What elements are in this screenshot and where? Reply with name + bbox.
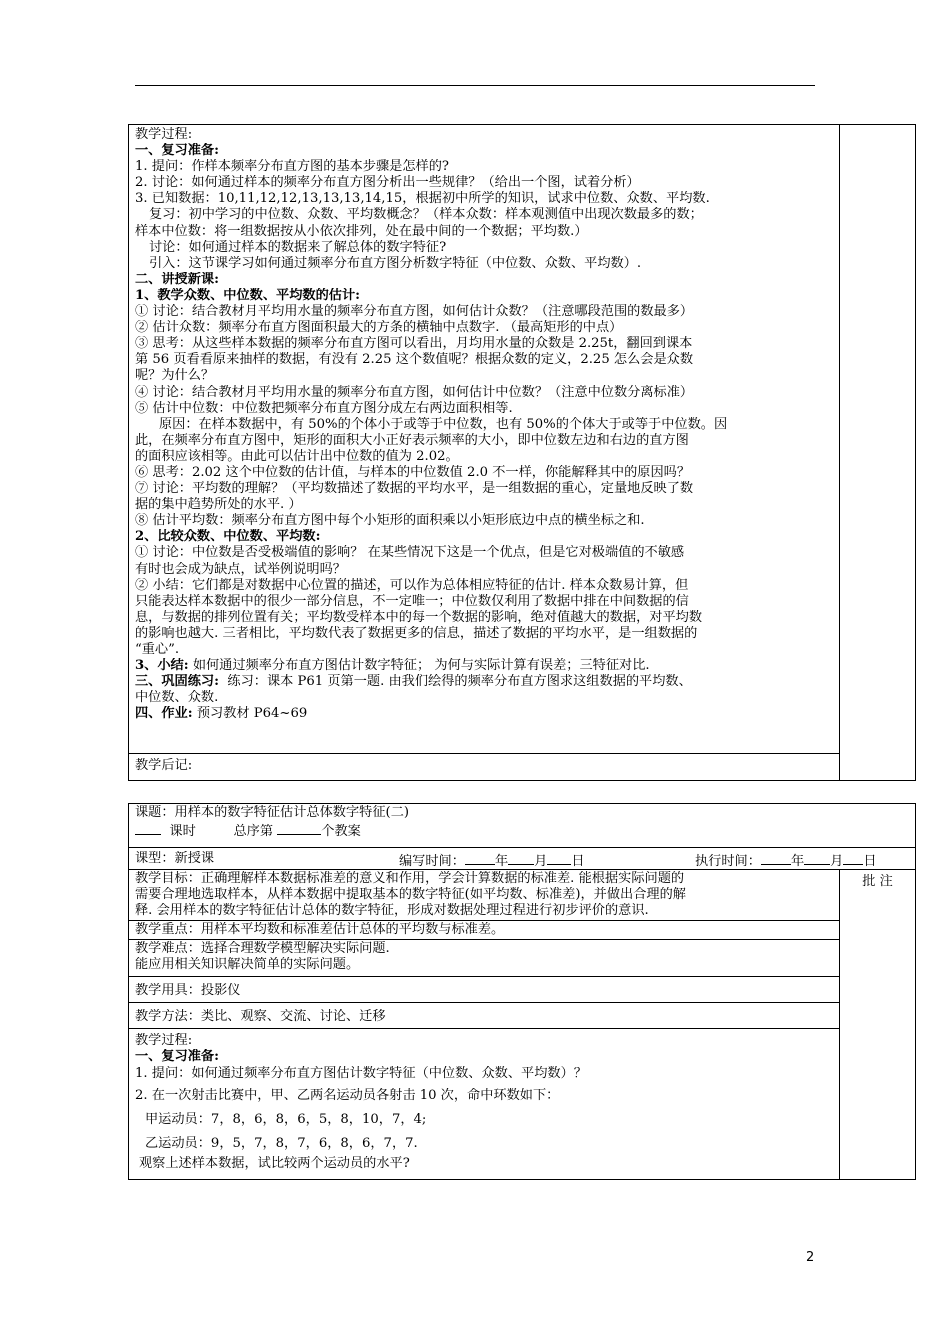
point-3a: ③ 思考：从这些样本数据的频率分布直方图可以看出，月均用水量的众数是 2.25t，翻回到课本 [135, 336, 693, 352]
compare-2c: 息，与数据的排列位置有关；平均数受样本中的每一个数据的影响，绝对值越大的数据，对平均数 [135, 609, 703, 625]
afterword-cell [129, 754, 840, 781]
goal-line-1: 教学目标：正确理解样本数据标准差的意义和作用，学会计算数据的标准差. 能根据实际问题的 [135, 871, 685, 886]
write-day-label: 日 [571, 854, 585, 868]
tools-cell [129, 977, 840, 1003]
practice-line [135, 674, 833, 690]
exec-year-label: 年 [790, 854, 805, 868]
shooter-b-scores: 乙运动员：9，5，7，8，7，6，8，6，7，7. [145, 1135, 418, 1151]
compare-2e: “重心”. [135, 642, 180, 657]
exec-time [695, 851, 877, 868]
goal-line-3: 释. 会用样本的数字特征估计总体的数字特征，形成对数据处理过程进行初步评价的意识. [135, 903, 649, 919]
tools-line: 教学用具：投影仪 [135, 983, 241, 999]
homework-line [135, 706, 833, 722]
write-month-label: 月 [534, 854, 548, 868]
lesson-plan-table [128, 803, 916, 1180]
write-year-blank [465, 851, 495, 865]
difficulty-cell [129, 940, 840, 977]
compare-1b: 有时也会成为缺点，试举例说明吗？ [135, 561, 346, 577]
methods-line: 教学方法：类比、观察、交流、讨论、迁移 [135, 1009, 386, 1025]
review-line-6: 讨论：如何通过样本的数据来了解总体的数字特征? [149, 239, 447, 255]
annotation-label: 批 注 [862, 874, 893, 889]
point-7a: ⑦ 讨论：平均数的理解？（平均数描述了数据的平均水平，是一组数据的重心，定量地反映了数 [135, 481, 694, 497]
type-label: 课型：新授课 [135, 851, 215, 866]
topic-title: 课题：用样本的数字特征估计总体数字特征(二) [135, 805, 410, 820]
subsection-1-title: 1、教学众数、中位数、平均数的估计: [135, 287, 361, 303]
new-lesson-title: 二、讲授新课: [135, 271, 219, 287]
exec-day-label: 日 [863, 854, 877, 868]
period-blank [135, 821, 161, 835]
process-header: 教学过程: [135, 127, 193, 142]
type-cell [129, 848, 916, 870]
review-line-4: 复习：初中学习的中位数、众数、平均数概念？（样本众数：样本观测值中出现次数最多的数； [149, 207, 703, 223]
exec-time-label: 执行时间： [695, 854, 761, 868]
header-rule [135, 85, 815, 86]
point-5c: 的面积应该相等。由此可以估计出中位数的值为 2.02。 [135, 448, 459, 464]
point-5: ⑤ 估计中位数：中位数把频率分布直方图分成左右两边面积相等. [135, 400, 513, 416]
compare-prompt: 观察上述样本数据，试比较两个运动员的水平? [139, 1155, 410, 1171]
period-label: 课时 [169, 824, 196, 840]
point-1: ① 讨论：结合教材月平均用水量的频率分布直方图，如何估计众数？（注意哪段范围的数最多） [135, 304, 694, 320]
write-time [399, 851, 585, 868]
topic-cell [129, 804, 916, 848]
total-blank [277, 821, 321, 835]
practice-text: 练习：课本 P61 页第一题. 由我们绘得的频率分布直方图求这组数据的平均数、 [227, 674, 692, 690]
goal-cell [129, 870, 840, 921]
review-title-2: 一、复习准备: [135, 1049, 219, 1065]
exec-day-blank [843, 851, 863, 865]
process-header-2: 教学过程: [135, 1033, 193, 1049]
subsection-2-title: 2、比较众数、中位数、平均数: [135, 529, 321, 545]
review-line-7: 引入：这节课学习如何通过频率分布直方图分析数字特征（中位数、众数、平均数）. [149, 255, 642, 271]
notes-column [840, 125, 916, 781]
write-day-blank [547, 851, 571, 865]
point-6: ⑥ 思考：2.02 这个中位数的估计值，与样本的中位数值 2.0 不一样，你能解释其中的原因吗？ [135, 464, 691, 480]
point-2: ② 估计众数：频率分布直方图面积最大的方条的横轴中点数字. （最高矩形的中点） [135, 320, 623, 336]
key-point-cell [129, 921, 840, 940]
review-line-1: 1. 提问：作样本频率分布直方图的基本步骤是怎样的? [135, 159, 449, 175]
review2-line-1: 1. 提问：如何通过频率分布直方图估计数字特征（中位数、众数、平均数）？ [135, 1065, 587, 1081]
process-cell [129, 125, 840, 754]
annotation-column [840, 870, 916, 1180]
review-line-3: 3. 已知数据：10,11,12,12,13,13,13,14,15，根据初中所学的知识，试求中位数、众数、平均数. [135, 191, 710, 207]
review-line-2: 2. 讨论：如何通过样本的频率分布直方图分析出一些规律？（给出一个图，试着分析） [135, 175, 640, 191]
point-3b: 第 56 页看看原来抽样的数据，有没有 2.25 这个数值呢？根据众数的定义，2.25 怎么会是众数 [135, 352, 694, 368]
point-7b: 据的集中趋势所处的水平. ） [135, 497, 302, 513]
compare-2d: 的影响也越大. 三者相比，平均数代表了数据更多的信息，描述了数据的平均水平，是一组数据的 [135, 625, 698, 641]
homework-label: 四、作业: [135, 706, 193, 722]
plan-label: 个教案 [321, 824, 361, 840]
review-line-5: 样本中位数：将一组数据按从小依次排列，处在最中间的一个数据；平均数.） [135, 223, 588, 239]
difficulty-line-2: 能应用相关知识解决简单的实际问题。 [135, 957, 360, 973]
type-line [135, 851, 909, 868]
point-5b: 此，在频率分布直方图中，矩形的面积大小正好表示频率的大小，即中位数左边和右边的直方图 [135, 432, 689, 448]
summary-line [135, 658, 833, 674]
practice-line-2: 中位数、众数. [135, 690, 219, 706]
write-year-label: 年 [494, 854, 509, 868]
compare-1a: ① 讨论：中位数是否受极端值的影响？ 在某些情况下这是一个优点，但是它对极端值的不敏感 [135, 545, 685, 561]
exec-month-blank [804, 851, 830, 865]
point-5a: 原因：在样本数据中，有 50%的个体小于或等于中位数，也有 50%的个体大于或等于中位数。因 [159, 416, 728, 432]
point-8: ⑧ 估计平均数：频率分布直方图中每个小矩形的面积乘以小矩形底边中点的横坐标之和. [135, 513, 645, 529]
summary-label: 3、小结: [135, 658, 189, 674]
write-month-blank [508, 851, 534, 865]
exec-year-blank [761, 851, 791, 865]
total-label: 总序第 [233, 824, 274, 840]
lesson-process-table [128, 124, 916, 781]
afterword-label: 教学后记: [135, 758, 193, 773]
summary-text: 如何通过频率分布直方图估计数字特征； 为何与实际计算有误差；三特征对比. [192, 658, 650, 674]
review2-line-2: 2. 在一次射击比赛中，甲、乙两名运动员各射击 10 次，命中环数如下： [135, 1087, 560, 1103]
review-title: 一、复习准备: [135, 143, 219, 159]
homework-text: 预习教材 P64~69 [196, 706, 308, 722]
practice-label: 三、巩固练习: [135, 674, 219, 690]
methods-cell [129, 1003, 840, 1029]
exec-month-label: 月 [830, 854, 844, 868]
compare-2b: 只能表达样本数据中的很少一部分信息，不一定唯一；中位数仅利用了数据中排在中间数据的信 [135, 593, 689, 609]
compare-2a: ② 小结：它们都是对数据中心位置的描述，可以作为总体相应特征的估计. 样本众数易计算，但 [135, 577, 689, 593]
process-cell-2 [129, 1029, 840, 1180]
write-time-label: 编写时间： [399, 854, 465, 868]
shooter-a-scores: 甲运动员：7，8，6，8，6，5，8，10，7，4; [145, 1111, 427, 1127]
page-number: 2 [806, 1250, 815, 1265]
point-4: ④ 讨论：结合教材月平均用水量的频率分布直方图，如何估计中位数？（注意中位数分离标准） [135, 384, 694, 400]
point-3c: 呢？为什么？ [135, 368, 215, 384]
goal-line-2: 需要合理地选取样本，从样本数据中提取基本的数字特征(如平均数、标准差)，并做出合理的解 [135, 887, 686, 903]
period-line [135, 821, 909, 840]
difficulty-line-1: 教学难点：选择合理数学模型解决实际问题. [135, 941, 390, 957]
key-point: 教学重点：用样本平均数和标准差估计总体的平均数与标准差。 [135, 922, 505, 938]
